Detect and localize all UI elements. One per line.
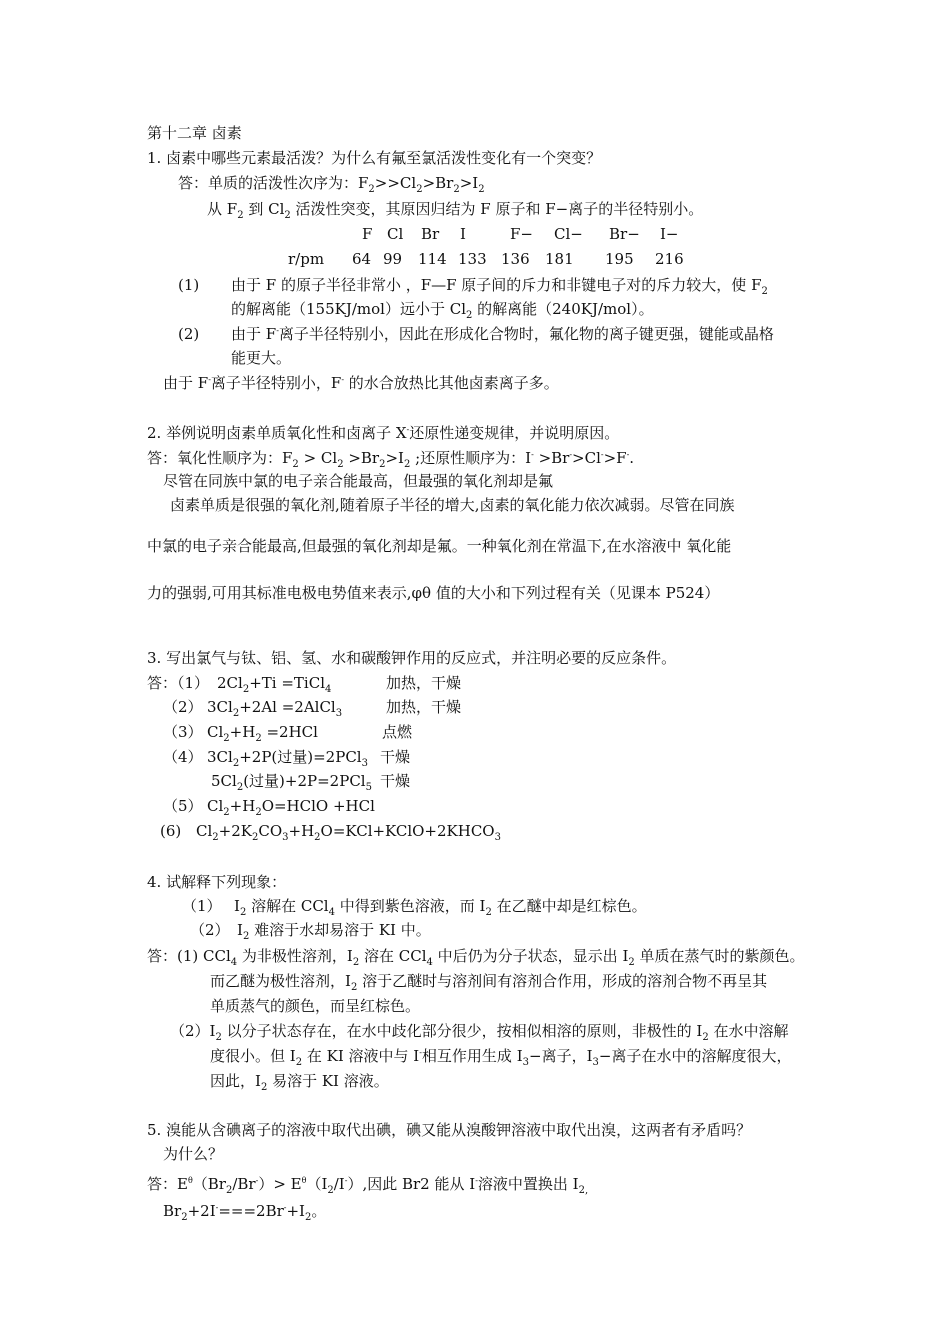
question-5: 5. 溴能从含碘离子的溶液中取代出碘，碘又能从溴酸钾溶液中取代出溴，这两者有矛盾吗？ xyxy=(147,1121,752,1139)
reaction-number: （5） xyxy=(163,797,203,815)
reaction-number: （2） xyxy=(163,698,203,716)
reaction-number: 答：（1） xyxy=(147,674,210,692)
q2-answer-line-1: 答：氧化性顺序为：$F_2 > Cl_2 >Br_2>I_2$ ;还原性顺序为：I- >Br->Cl->F-. xyxy=(147,449,635,470)
q4-item-number: （2） xyxy=(190,921,230,939)
radius-value: 133 xyxy=(458,250,487,268)
q2-answer-line-5: 力的强弱,可用其标准电极电势值来表示,φθ 值的大小和下列过程有关（见课本 P524） xyxy=(147,584,720,602)
reaction-equation: $5Cl_2$(过量)+2P=2PCl$_5$ xyxy=(211,772,372,793)
q4-item-2: $I_2$ 难溶于水却易溶于 KI 中。 xyxy=(237,921,431,942)
radius-value: 216 xyxy=(655,250,684,268)
q4-answer-line-2: 而乙醚为极性溶剂，$I_2$ 溶于乙醚时与溶剂间有溶剂合作用，形成的溶剂合物不再呈其 xyxy=(210,972,768,993)
q4-answer-line-5: 度很小。但 $I_2$ 在 KI 溶液中与 I-相互作用生成 $I_3-$离子，$I_3-$离子在水中的溶解度很大， xyxy=(210,1047,792,1068)
reaction-equation: $3Cl_2+2Al$ =2AlCl$_3$ xyxy=(207,698,343,719)
reaction-equation: $2Cl_2+Ti$ =TiCl$_4$ xyxy=(217,674,332,695)
q4-item-1: $I_2$ 溶解在 CCl$_4$ 中得到紫色溶液，而 $I_2$ 在乙醚中却是红棕色。 xyxy=(234,897,647,918)
reaction-equation: $3Cl_2+2P$(过量)=2PCl$_3$ xyxy=(207,748,368,769)
reaction-equation: $Cl_2+2K_2CO_3+H_2O=KCl+KClO+2KHCO_3$ xyxy=(196,822,501,843)
radius-value: 99 xyxy=(383,250,403,268)
chapter-title: 第十二章 卤素 xyxy=(147,124,242,142)
radius-value: 136 xyxy=(501,250,530,268)
reaction-condition: 干燥 xyxy=(380,772,411,790)
radius-label: r/pm xyxy=(288,250,325,268)
q4-answer-line-6: 因此，$I_2$ 易溶于 KI 溶液。 xyxy=(210,1072,389,1093)
q4-answer-line-4: $(2)I_2$ 以分子状态存在，在水中歧化部分很少，按相似相溶的原则，非极性的 $I_2$ 在水中溶解 xyxy=(170,1022,789,1043)
radius-value: 195 xyxy=(605,250,634,268)
reaction-condition: 加热，干燥 xyxy=(386,698,462,716)
q1-answer-line-1: 答：单质的活泼性次序为：$F_2>>Cl_2>Br_2>I_2$ xyxy=(178,174,485,195)
reaction-number: （4） xyxy=(163,748,203,766)
radius-value: 64 xyxy=(352,250,372,268)
question-4: 4. 试解释下列现象： xyxy=(147,873,287,891)
element-symbol: Cl xyxy=(387,225,404,243)
element-symbol: Br xyxy=(421,225,440,243)
q1-point-1-line-1: 由于 F 的原子半径非常小 ，F—F 原子间的斥力和非键电子对的斥力较大，使 $F_2$ xyxy=(231,276,768,297)
element-symbol: Br− xyxy=(609,225,640,243)
reaction-equation: $Cl_2+H_2O=HClO +HCl$ xyxy=(207,797,375,818)
question-2: 2. 举例说明卤素单质氧化性和卤离子 X-还原性递变规律，并说明原因。 xyxy=(147,424,620,442)
element-symbol: Cl− xyxy=(554,225,583,243)
reaction-condition: 加热，干燥 xyxy=(386,674,462,692)
reaction-number: (6) xyxy=(160,822,182,840)
element-symbol: F xyxy=(362,225,373,243)
question-5-cont: 为什么？ xyxy=(163,1145,224,1163)
q1-point-2-line-1: 由于 F-离子半径特别小，因此在形成化合物时，氟化物的离子键更强，键能或晶格 xyxy=(231,325,774,343)
q4-answer-line-1: 答：(1) CCl$_4$ 为非极性溶剂，$I_2$ 溶在 CCl$_4$ 中后仍为分子状态，显示出 $I_2$ 单质在蒸气时的紫颜色。 xyxy=(147,947,805,968)
q1-conclusion: 由于 F-离子半径特别小，F- 的水合放热比其他卤素离子多。 xyxy=(163,374,559,392)
radius-value: 114 xyxy=(418,250,447,268)
q1-point-2-line-2: 能更大。 xyxy=(231,349,292,367)
q1-point-1-number: (1) xyxy=(178,276,200,294)
q4-item-number: （1） xyxy=(182,897,222,915)
q1-point-2-number: (2) xyxy=(178,325,200,343)
q5-answer-line-2: $Br_2+2I^-===2Br^-+I_2$。 xyxy=(163,1202,327,1223)
q2-answer-line-3: 卤素单质是很强的氧化剂,随着原子半径的增大,卤素的氧化能力依次减弱。尽管在同族 xyxy=(170,496,735,514)
question-3: 3. 写出氯气与钛、铝、氢、水和碳酸钾作用的反应式，并注明必要的反应条件。 xyxy=(147,649,677,667)
element-symbol: F− xyxy=(510,225,533,243)
q1-point-1-line-2: 的解离能（155KJ/mol）远小于 $Cl_2$ 的解离能（240KJ/mol）。 xyxy=(231,300,654,321)
question-1: 1. 卤素中哪些元素最活泼？为什么有氟至氯活泼性变化有一个突变？ xyxy=(147,149,602,167)
q2-answer-line-4: 中氯的电子亲合能最高,但最强的氧化剂却是氟。一种氧化剂在常温下,在水溶液中 氧化能 xyxy=(147,537,732,555)
q1-answer-line-2: 从 $F_2$ 到 $Cl_2$ 活泼性突变，其原因归结为 F 原子和 F−离子的半径特别小。 xyxy=(207,200,704,221)
reaction-condition: 干燥 xyxy=(380,748,411,766)
reaction-equation: $Cl_2+H_2 =2HCl$ xyxy=(207,723,318,744)
element-symbol: I− xyxy=(660,225,679,243)
radius-value: 181 xyxy=(545,250,574,268)
q4-answer-line-3: 单质蒸气的颜色，而呈红棕色。 xyxy=(210,997,421,1015)
reaction-condition: 点燃 xyxy=(382,723,413,741)
element-symbol: I xyxy=(460,225,466,243)
reaction-number: （3） xyxy=(163,723,203,741)
q2-answer-line-2: 尽管在同族中氯的电子亲合能最高，但最强的氧化剂却是氟 xyxy=(163,472,554,490)
q5-answer-line-1: 答：$E^\theta(Br_2/Br^-)> E^\theta(I_2/I^-)$,因此 Br2 能从 I-溶液中置换出 $I_{2,}$ xyxy=(147,1175,589,1196)
